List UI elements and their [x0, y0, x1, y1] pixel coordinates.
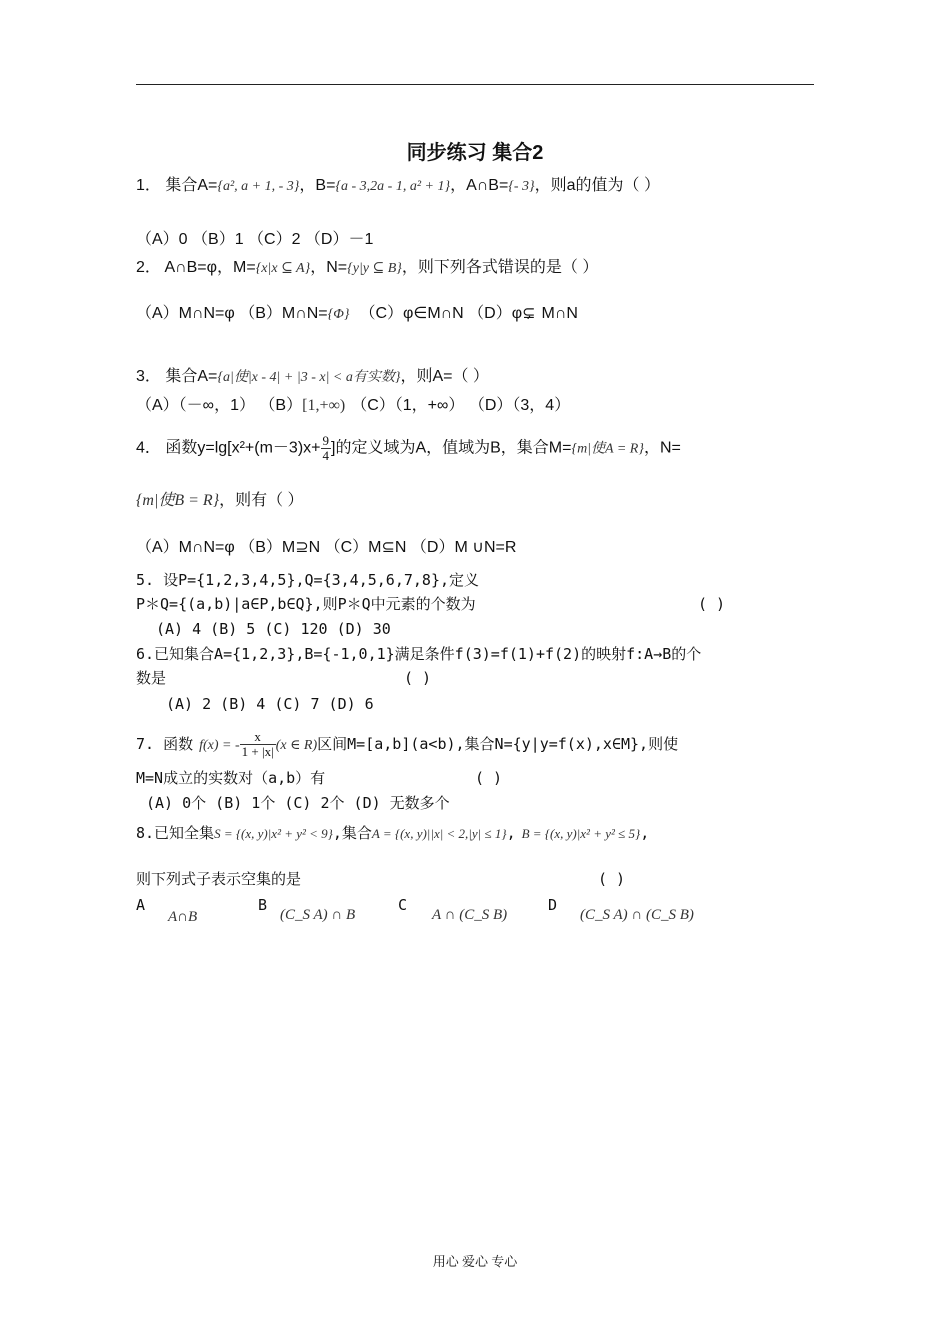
q4-frac-num: 9 — [322, 433, 329, 448]
q8-line2: 则下列式子表示空集的是 — [136, 870, 302, 888]
q7-stem-line — [136, 730, 678, 759]
q8-opt-d: (C_S A) ∩ (C_S B) — [580, 907, 694, 923]
q8-opt-b-label: B — [258, 896, 268, 914]
q8-set-b: B = {(x, y)|x² + y² ≤ 5} — [521, 826, 641, 841]
q8-set-a: A = {(x, y)||x| < 2,|y| ≤ 1} — [371, 826, 507, 841]
q7-func-right: (x ∈ R) — [275, 738, 318, 753]
q7-frac-den: 1 + |x| — [241, 744, 274, 759]
q2-set-n: {y|y ⊆ B} — [347, 261, 402, 276]
q3-set-a: {a|使|x - 4| + |3 - x| < a有实数} — [217, 370, 401, 385]
q1-set-a: {a², a + 1, - 3} — [217, 179, 300, 194]
q6-options: (A) 2 (B) 4 (C) 7 (D) 6 — [166, 695, 374, 713]
q2-opt-rest: （C）φ∈M∩N （D）φ — [359, 305, 523, 322]
q2-tail: ，则下列各式错误的是（ ） — [401, 259, 599, 276]
q8-opt-b: (C_S A) ∩ B — [280, 907, 356, 923]
q1-tail: ，则a的值为（ ） — [534, 177, 661, 194]
q2-subneq-symbol: ⊊ — [522, 303, 536, 322]
q4-fraction — [321, 434, 332, 463]
q2-stem: 2． A∩B=φ，M= — [136, 259, 256, 276]
q7-paren: ( ) — [475, 769, 503, 787]
q6-line2: 数是 — [136, 669, 167, 687]
q1-stem: 1． 集合A= — [136, 177, 218, 194]
q8-opt-a: A∩B — [168, 909, 198, 925]
q6-paren: ( ) — [404, 669, 432, 687]
q4-line2 — [136, 490, 304, 512]
header-rule — [136, 84, 814, 85]
q3-stem-line — [136, 366, 489, 389]
q3-options-line — [136, 395, 570, 417]
q2-stem-line — [136, 257, 598, 280]
q6-line1: 6.已知集合A={1,2,3},B={-1,0,1}满足条件f(3)=f(1)+f(2)的映射f:A→B的个 — [136, 645, 702, 663]
q3-tail: ，则A=（ ） — [400, 368, 489, 385]
q1-mid1: ，B= — [299, 177, 336, 194]
q8-tail: , — [640, 824, 650, 842]
q1-set-b: {a - 3,2a - 1, a² + 1} — [335, 179, 451, 194]
q1-set-ab: {- 3} — [508, 179, 535, 194]
q5-line2-text: P＊Q={(a,b)|a∈P,b∈Q},则P＊Q中元素的个数为 — [136, 595, 476, 613]
q7-func-left: f(x) = - — [199, 738, 240, 753]
q4-set-m: {m|使A = R} — [571, 441, 644, 457]
q2-options-line — [136, 302, 578, 326]
q4-frac-den: 4 — [322, 448, 329, 463]
q4-stem-line — [136, 434, 681, 463]
q2-opt-d-tail: M∩N — [541, 305, 578, 322]
q2-opt-b-set: {Φ} — [327, 307, 350, 322]
q5-paren: ( ) — [698, 595, 726, 613]
q4-stem: 4． 函数y=lg[x²+(m－3)x+ — [136, 439, 321, 457]
q8-mid: ,集合 — [332, 824, 372, 842]
q8-opt-c: A ∩ (C_S B) — [432, 907, 508, 923]
q8-opt-a-label: A — [136, 896, 146, 914]
q8-stem-line — [136, 822, 649, 845]
q3-stem: 3． 集合A= — [136, 368, 218, 385]
q3-options-a: （A）（－∞，1） （B） — [136, 397, 303, 414]
q2-mid: ，N= — [310, 259, 348, 276]
q4-set-n: {m|使B = R} — [136, 492, 220, 509]
q8-opt-d-label: D — [548, 896, 558, 914]
page-title: 同步练习 集合2 — [406, 142, 544, 164]
q4-tail2: ，则有（ ） — [219, 492, 304, 509]
q5-line1: 5. 设P={1,2,3,4,5},Q={3,4,5,6,7,8},定义 — [136, 571, 480, 589]
q5-options: (A) 4 (B) 5 (C) 120 (D) 30 — [156, 620, 391, 638]
q5-line2 — [136, 593, 476, 615]
q1-options: （A）0 （B）1 （C）2 （D）－1 — [136, 231, 374, 248]
q8-stem: 8.已知全集 — [136, 824, 215, 842]
q1-mid2: ，A∩B= — [450, 177, 509, 194]
q8-comma: , — [506, 824, 516, 842]
q2-opt-a: （A）M∩N=φ （B）M∩N= — [136, 305, 328, 322]
q4-tail: ，N= — [643, 439, 681, 457]
q7-line2: M=N成立的实数对（a,b）有 — [136, 769, 326, 787]
q1-stem-line — [136, 175, 660, 198]
q2-set-m: {x|x ⊆ A} — [255, 261, 311, 276]
q7-tail: 区间M=[a,b](a<b),集合N={y|y=f(x),x∈M},则使 — [317, 735, 679, 753]
q8-set-s: S = {(x, y)|x² + y² < 9} — [214, 826, 333, 841]
q7-options: (A) 0个 (B) 1个 (C) 2个 (D) 无数多个 — [146, 794, 450, 812]
page-footer: 用心 爱心 专心 — [432, 1254, 518, 1269]
q3-options-rest: （C）（1，+∞） （D）（3，4） — [351, 397, 571, 414]
q7-frac-num: x — [240, 730, 276, 745]
q8-opt-c-label: C — [398, 896, 408, 914]
q7-fraction — [240, 730, 276, 759]
q7-stem: 7. 函数 — [136, 735, 194, 753]
q8-paren: ( ) — [598, 870, 626, 888]
q3-opt-b-math: [1,+∞) — [302, 397, 346, 414]
q4-mid: ]的定义域为A，值域为B，集合M= — [331, 439, 572, 457]
q4-options: （A）M∩N=φ （B）M⊇N （C）M⊆N （D）M ∪N=R — [136, 539, 517, 556]
